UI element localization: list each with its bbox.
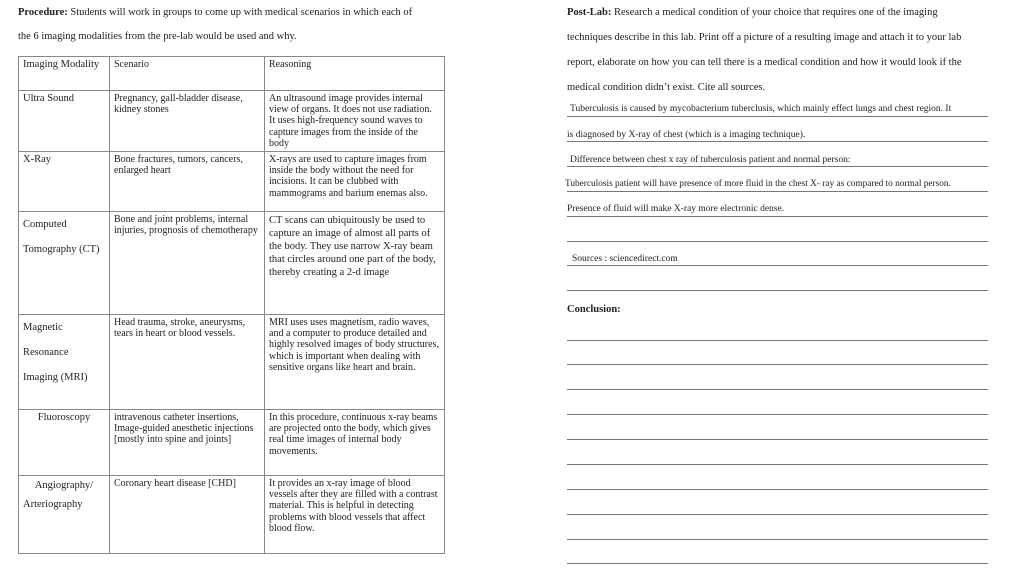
postlab-line-3: report, elaborate on how you can tell there is a medical condition and how it would look if the bbox=[567, 57, 962, 68]
modality-label: Imaging (MRI) bbox=[23, 372, 88, 384]
scenario-cell: Pregnancy, gall-bladder disease, kidney stones bbox=[110, 91, 265, 152]
answer-line[interactable] bbox=[567, 290, 988, 291]
modality-label: Tomography (CT) bbox=[23, 244, 100, 256]
answer-line[interactable] bbox=[567, 141, 988, 142]
answer-text: Tuberculosis patient will have presence of more fluid in the chest X- ray as compared to normal person. bbox=[565, 179, 951, 189]
modality-label: X-Ray bbox=[23, 154, 51, 166]
sources-text: Sources : sciencedirect.com bbox=[572, 254, 678, 264]
table-row bbox=[19, 91, 445, 152]
answer-line[interactable] bbox=[567, 191, 988, 192]
conclusion-line[interactable] bbox=[567, 563, 988, 564]
modality-label: Magnetic bbox=[23, 322, 63, 334]
postlab-line-2: techniques describe in this lab. Print off a picture of a resulting image and attach it to your lab bbox=[567, 32, 962, 43]
reasoning-cell: In this procedure, continuous x-ray beams are projected onto the body, which gives real time images of internal body movements. bbox=[265, 410, 445, 476]
conclusion-line[interactable] bbox=[567, 414, 988, 415]
conclusion-line[interactable] bbox=[567, 364, 988, 365]
answer-line[interactable] bbox=[567, 216, 988, 217]
modality-table bbox=[18, 56, 445, 554]
reasoning-cell: CT scans can ubiquitously be used to capture an image of almost all parts of the body. They use narrow X-ray beam that circles around one part of the body, thereby creating a 2-d image bbox=[265, 212, 445, 315]
modality-cell bbox=[19, 91, 110, 152]
reasoning-cell: An ultrasound image provides internal view of organs. It does not use radiation. It uses high-frequency sound waves to capture images from the inside of the body bbox=[265, 91, 445, 152]
table-row bbox=[19, 476, 445, 554]
conclusion-line[interactable] bbox=[567, 514, 988, 515]
answer-text: Tuberculosis is caused by mycobacterium tuberclusis, which mainly effect lungs and chest region. It bbox=[570, 104, 952, 114]
modality-label: Resonance bbox=[23, 347, 69, 359]
table-row bbox=[19, 152, 445, 212]
answer-line[interactable] bbox=[567, 166, 988, 167]
modality-label: Arteriography bbox=[23, 499, 83, 511]
modality-cell bbox=[19, 410, 110, 476]
reasoning-cell: MRI uses uses magnetism, radio waves, and a computer to produce detailed and highly resolved images of body structures, which is important when dealing with sensitive organs like heart and brain. bbox=[265, 315, 445, 410]
table-header-row bbox=[19, 57, 445, 91]
answer-line[interactable] bbox=[567, 241, 988, 242]
conclusion-line[interactable] bbox=[567, 439, 988, 440]
postlab-line-1: Post-Lab: Research a medical condition of your choice that requires one of the imaging bbox=[567, 7, 938, 18]
scenario-cell: Head trauma, stroke, aneurysms, tears in heart or blood vessels. bbox=[110, 315, 265, 410]
conclusion-line[interactable] bbox=[567, 489, 988, 490]
answer-text: is diagnosed by X-ray of chest (which is a imaging technique). bbox=[567, 130, 806, 140]
reasoning-cell: It provides an x-ray image of blood vessels after they are filled with a contrast material. This is helpful in detecting problems with blood vessels that affect blood flow. bbox=[265, 476, 445, 554]
modality-label: Ultra Sound bbox=[23, 93, 75, 104]
conclusion-line[interactable] bbox=[567, 539, 988, 540]
answer-text: Presence of fluid will make X-ray more electronic dense. bbox=[567, 204, 785, 214]
reasoning-cell: X-rays are used to capture images from inside the body without the need for incisions. It can be clubbed with mammograms and barium enemas also. bbox=[265, 152, 445, 212]
table-row bbox=[19, 410, 445, 476]
answer-line[interactable] bbox=[567, 116, 988, 117]
procedure-line-2: the 6 imaging modalities from the pre-lab would be used and why. bbox=[18, 31, 297, 42]
modality-label: Computed bbox=[23, 219, 67, 231]
conclusion-line[interactable] bbox=[567, 340, 988, 341]
conclusion-heading: Conclusion: bbox=[567, 304, 621, 315]
modality-label: Angiography/ bbox=[34, 480, 94, 492]
scenario-cell: intravenous catheter insertions, Image-guided anesthetic injections [mostly into spine and joints] bbox=[110, 410, 265, 476]
conclusion-line[interactable] bbox=[567, 389, 988, 390]
conclusion-line[interactable] bbox=[567, 464, 988, 465]
scenario-cell: Bone fractures, tumors, cancers, enlarged heart bbox=[110, 152, 265, 212]
procedure-line-1: Procedure: Students will work in groups to come up with medical scenarios in which each of bbox=[18, 7, 413, 18]
header-reasoning: Reasoning bbox=[265, 57, 445, 91]
answer-line[interactable] bbox=[567, 265, 988, 266]
modality-cell bbox=[19, 212, 110, 315]
modality-cell bbox=[19, 315, 110, 410]
answer-text: Difference between chest x ray of tuberculosis patient and normal person: bbox=[570, 155, 851, 165]
table-row bbox=[19, 315, 445, 410]
scenario-cell: Bone and joint problems, internal injuries, prognosis of chemotherapy bbox=[110, 212, 265, 315]
header-scenario: Scenario bbox=[110, 57, 265, 91]
modality-label: Fluoroscopy bbox=[37, 412, 91, 424]
modality-cell bbox=[19, 476, 110, 554]
modality-cell bbox=[19, 152, 110, 212]
header-modality: Imaging Modality bbox=[19, 57, 110, 91]
table-row bbox=[19, 212, 445, 315]
postlab-line-4: medical condition didn’t exist. Cite all sources. bbox=[567, 82, 766, 93]
scenario-cell: Coronary heart disease [CHD] bbox=[110, 476, 265, 554]
